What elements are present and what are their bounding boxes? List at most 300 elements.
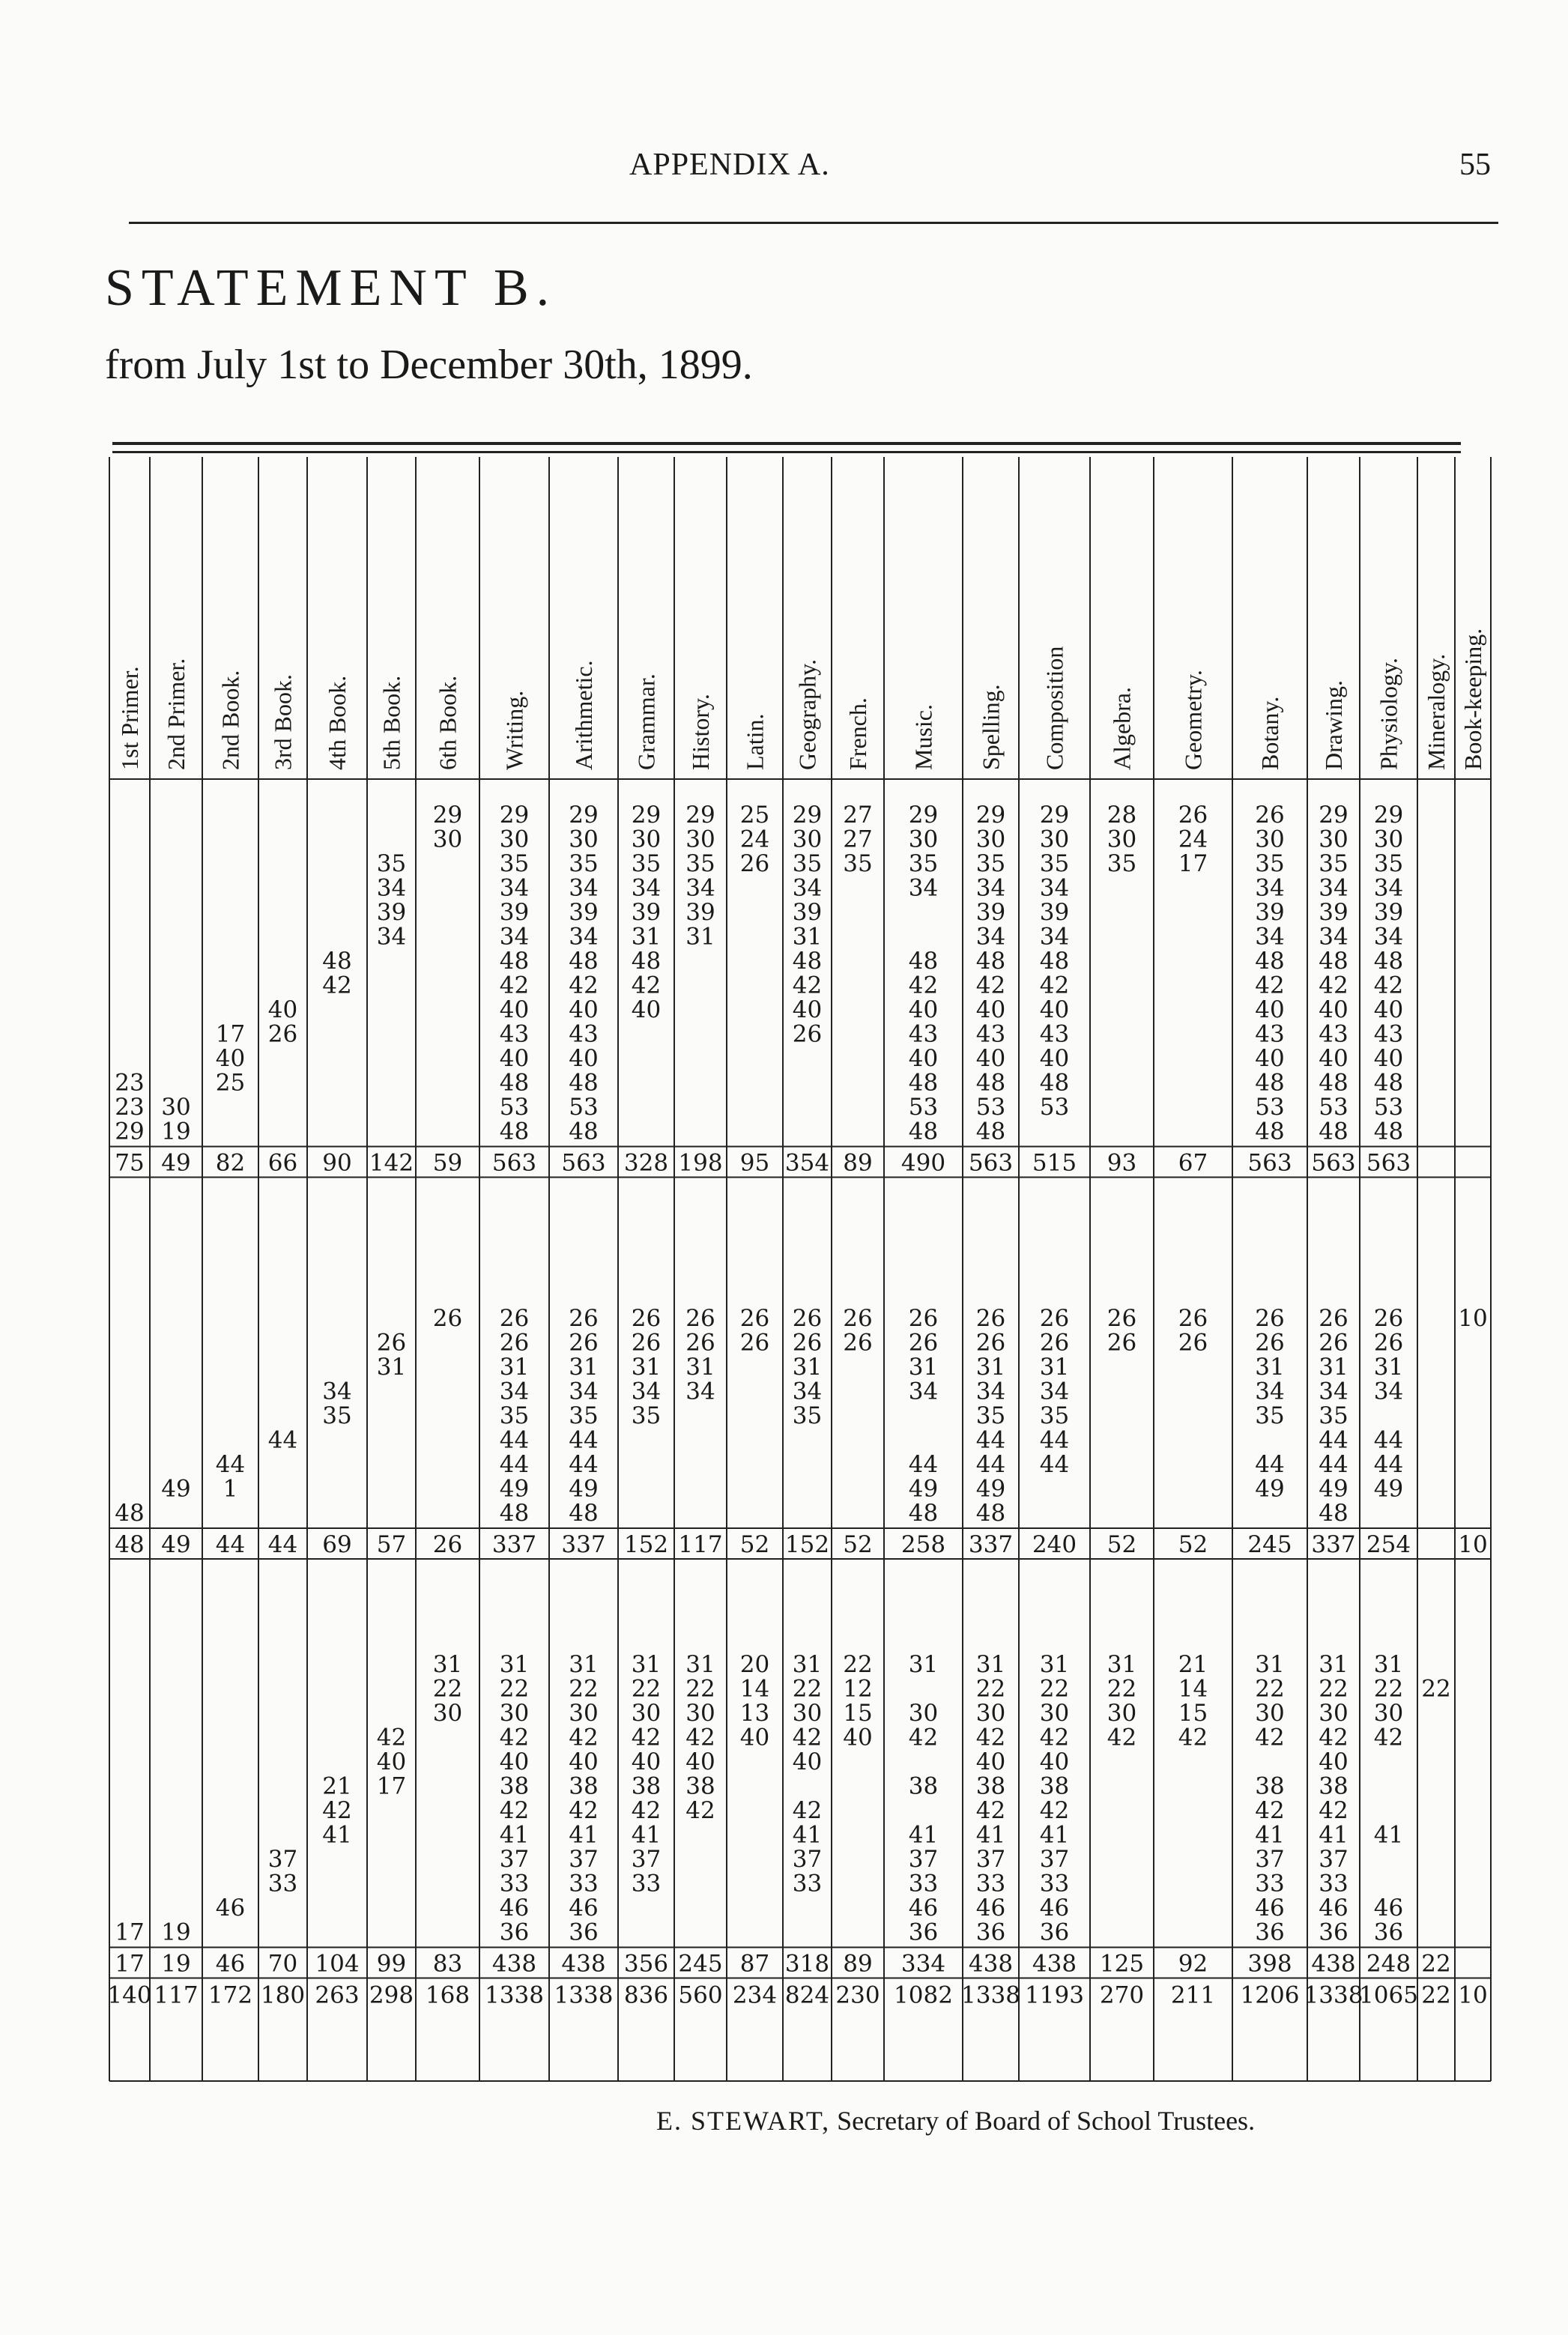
table-cell: 30 bbox=[685, 826, 715, 853]
table-cell: 42 bbox=[685, 1724, 715, 1751]
table-cell: 42 bbox=[322, 972, 352, 999]
table-cell: 35 bbox=[908, 850, 939, 877]
table-cell: 49 bbox=[1373, 1475, 1404, 1503]
column-header: 2nd Book. bbox=[217, 670, 244, 770]
table-cell: 26 bbox=[1178, 802, 1208, 829]
table-cell: 31 bbox=[1255, 1651, 1285, 1678]
table-cell: 34 bbox=[499, 874, 530, 902]
table-cell: 13 bbox=[739, 1700, 770, 1727]
table-cell: 41 bbox=[975, 1821, 1006, 1849]
table-cell: 30 bbox=[1255, 826, 1285, 853]
grand-total-cell: 234 bbox=[732, 1981, 778, 2009]
table-cell: 39 bbox=[1039, 899, 1070, 926]
table-cell: 36 bbox=[499, 1918, 530, 1946]
column-header: History. bbox=[687, 694, 714, 770]
subtotal-cell: 104 bbox=[315, 1950, 360, 1978]
table-cell: 22 bbox=[685, 1675, 715, 1703]
table-cell: 31 bbox=[1373, 1354, 1404, 1381]
table-cell: 29 bbox=[975, 802, 1006, 829]
subtotal-cell: 26 bbox=[432, 1531, 463, 1558]
subtotal-cell: 337 bbox=[561, 1531, 606, 1558]
table-cell: 41 bbox=[1039, 1821, 1070, 1849]
table-cell: 38 bbox=[685, 1772, 715, 1800]
table-cell: 26 bbox=[1373, 1305, 1404, 1332]
grand-total-cell: 1193 bbox=[1025, 1981, 1084, 2009]
subtotal-cell: 152 bbox=[623, 1531, 669, 1558]
table-cell: 22 bbox=[499, 1675, 530, 1703]
table-cell: 49 bbox=[499, 1475, 530, 1503]
table-cell: 34 bbox=[1373, 923, 1404, 951]
table-cell: 42 bbox=[908, 1724, 939, 1751]
table-cell: 30 bbox=[432, 1700, 463, 1727]
table-cell: 48 bbox=[499, 1500, 530, 1527]
table-cell: 40 bbox=[792, 1748, 823, 1775]
table-cell: 53 bbox=[569, 1094, 599, 1121]
table-cell: 41 bbox=[1319, 1821, 1348, 1849]
subtotal-cell: 89 bbox=[843, 1950, 873, 1978]
table-cell: 26 bbox=[1107, 1329, 1137, 1357]
subtotal-cell: 99 bbox=[376, 1950, 407, 1978]
table-cell: 49 bbox=[569, 1475, 599, 1503]
table-cell: 35 bbox=[685, 850, 715, 877]
subtotal-cell: 198 bbox=[678, 1149, 723, 1177]
table-cell: 34 bbox=[908, 874, 939, 902]
table-cell: 42 bbox=[1178, 1724, 1208, 1751]
table-cell: 31 bbox=[792, 923, 823, 951]
table-cell: 33 bbox=[792, 1870, 823, 1898]
table-cell: 35 bbox=[1039, 1402, 1070, 1429]
subtotal-cell: 245 bbox=[1247, 1531, 1292, 1558]
table-cell: 48 bbox=[908, 1500, 939, 1527]
table-cell: 22 bbox=[1319, 1675, 1348, 1703]
subtotal-cell: 49 bbox=[161, 1149, 191, 1177]
table-cell: 42 bbox=[499, 1797, 530, 1824]
grand-total-cell: 10 bbox=[1458, 1981, 1488, 2009]
table-cell: 23 bbox=[115, 1069, 145, 1097]
table-cell: 24 bbox=[739, 826, 770, 853]
table-cell: 35 bbox=[499, 850, 530, 877]
table-cell: 26 bbox=[843, 1305, 873, 1332]
subtotal-cell: 52 bbox=[1107, 1531, 1137, 1558]
table-cell: 37 bbox=[631, 1846, 662, 1873]
table-cell: 34 bbox=[376, 874, 407, 902]
table-cell: 42 bbox=[631, 1724, 662, 1751]
table-cell: 42 bbox=[499, 972, 530, 999]
table-cell: 40 bbox=[843, 1724, 873, 1751]
table-cell: 29 bbox=[499, 802, 530, 829]
table-cell: 14 bbox=[739, 1675, 770, 1703]
table-cell: 35 bbox=[1107, 850, 1137, 877]
table-cell: 30 bbox=[975, 826, 1006, 853]
table-cell: 48 bbox=[1319, 948, 1348, 975]
table-cell: 46 bbox=[215, 1895, 246, 1921]
subtotal-cell: 438 bbox=[561, 1950, 606, 1978]
table-cell: 43 bbox=[1039, 1020, 1070, 1048]
table-cell: 31 bbox=[631, 1651, 662, 1678]
table-cell: 30 bbox=[792, 1700, 823, 1727]
table-cell: 35 bbox=[843, 850, 873, 877]
table-cell: 48 bbox=[1255, 1069, 1285, 1097]
table-cell: 35 bbox=[1319, 1402, 1348, 1429]
table-cell: 44 bbox=[1039, 1426, 1070, 1454]
table-cell: 31 bbox=[908, 1651, 939, 1678]
table-cell: 37 bbox=[569, 1846, 599, 1873]
header-rule bbox=[129, 222, 1498, 224]
table-cell: 41 bbox=[569, 1821, 599, 1849]
table-cell: 41 bbox=[322, 1821, 352, 1849]
table-cell: 35 bbox=[569, 1402, 599, 1429]
column-header: Mineralogy. bbox=[1423, 653, 1450, 770]
table-cell: 40 bbox=[631, 1748, 662, 1775]
grand-total-cell: 230 bbox=[835, 1981, 880, 2009]
table-cell: 26 bbox=[908, 1305, 939, 1332]
table-cell: 35 bbox=[1039, 850, 1070, 877]
table-cell: 38 bbox=[631, 1772, 662, 1800]
table-cell: 29 bbox=[1039, 802, 1070, 829]
table-cell: 42 bbox=[975, 972, 1006, 999]
table-cell: 30 bbox=[1319, 1700, 1348, 1727]
subtotal-cell: 337 bbox=[1311, 1531, 1356, 1558]
table-cell: 48 bbox=[1373, 948, 1404, 975]
column-header: Spelling. bbox=[977, 684, 1005, 770]
table-cell: 48 bbox=[115, 1500, 145, 1527]
table-cell: 30 bbox=[1107, 1700, 1137, 1727]
page-number: 55 bbox=[1459, 148, 1491, 182]
subtotal-cell: 563 bbox=[968, 1149, 1014, 1177]
table-cell: 28 bbox=[1107, 802, 1137, 829]
subtotal-cell: 17 bbox=[115, 1950, 145, 1978]
table-cell: 39 bbox=[499, 899, 530, 926]
table-cell: 26 bbox=[432, 1305, 463, 1332]
subtotal-cell: 438 bbox=[968, 1950, 1014, 1978]
table-cell: 42 bbox=[1255, 1797, 1285, 1824]
table-cell: 22 bbox=[1107, 1675, 1137, 1703]
table-cell: 46 bbox=[499, 1895, 530, 1921]
table-cell: 34 bbox=[908, 1378, 939, 1405]
table-cell: 40 bbox=[215, 1045, 246, 1072]
table-cell: 43 bbox=[1255, 1020, 1285, 1048]
column-header: Geography. bbox=[793, 658, 821, 770]
table-top-rule-2 bbox=[112, 451, 1461, 453]
table-cell: 53 bbox=[1039, 1094, 1070, 1121]
table-cell: 26 bbox=[1039, 1305, 1070, 1332]
table-cell: 48 bbox=[908, 1069, 939, 1097]
subtotal-cell: 563 bbox=[1311, 1149, 1356, 1177]
table-cell: 41 bbox=[631, 1821, 662, 1849]
table-cell: 34 bbox=[1319, 923, 1348, 951]
table-cell: 31 bbox=[975, 1651, 1006, 1678]
grand-total-cell: 1206 bbox=[1240, 1981, 1300, 2009]
table-cell: 40 bbox=[975, 1748, 1006, 1775]
subtotal-cell: 52 bbox=[1178, 1531, 1208, 1558]
table-cell: 42 bbox=[499, 1724, 530, 1751]
table-cell: 33 bbox=[1319, 1870, 1348, 1898]
table-cell: 31 bbox=[1255, 1354, 1285, 1381]
table-cell: 42 bbox=[1039, 1797, 1070, 1824]
subtotal-cell: 240 bbox=[1032, 1531, 1077, 1558]
table-cell: 42 bbox=[1039, 972, 1070, 999]
table-cell: 21 bbox=[322, 1772, 352, 1800]
table-cell: 42 bbox=[1319, 1724, 1348, 1751]
subtotal-cell: 438 bbox=[1311, 1950, 1356, 1978]
table-cell: 22 bbox=[432, 1675, 463, 1703]
table-cell: 29 bbox=[569, 802, 599, 829]
table-cell: 26 bbox=[1319, 1305, 1348, 1332]
table-cell: 34 bbox=[322, 1378, 352, 1405]
table-cell: 40 bbox=[1255, 1045, 1285, 1072]
table-cell: 41 bbox=[792, 1821, 823, 1849]
table-cell: 40 bbox=[499, 1045, 530, 1072]
table-cell: 44 bbox=[1039, 1451, 1070, 1478]
table-cell: 49 bbox=[975, 1475, 1006, 1503]
grand-total-cell: 172 bbox=[208, 1981, 253, 2009]
grand-total-cell: 140 bbox=[107, 1981, 152, 2009]
table-cell: 26 bbox=[631, 1305, 662, 1332]
table-cell: 31 bbox=[569, 1651, 599, 1678]
subtotal-cell: 66 bbox=[267, 1149, 298, 1177]
table-cell: 33 bbox=[1039, 1870, 1070, 1898]
subtotal-cell: 22 bbox=[1421, 1950, 1451, 1978]
table-cell: 48 bbox=[569, 948, 599, 975]
table-cell: 40 bbox=[376, 1748, 407, 1775]
table-cell: 46 bbox=[1039, 1895, 1070, 1921]
table-cell: 53 bbox=[499, 1094, 530, 1121]
table-cell: 26 bbox=[499, 1305, 530, 1332]
table-cell: 35 bbox=[792, 1402, 823, 1429]
table-cell: 33 bbox=[499, 1870, 530, 1898]
table-cell: 22 bbox=[1255, 1675, 1285, 1703]
table-cell: 48 bbox=[975, 948, 1006, 975]
table-cell: 40 bbox=[1039, 1045, 1070, 1072]
table-cell: 49 bbox=[1319, 1475, 1348, 1503]
subtotal-cell: 318 bbox=[784, 1950, 830, 1978]
table-cell: 48 bbox=[631, 948, 662, 975]
table-cell: 48 bbox=[1373, 1069, 1404, 1097]
table-cell: 30 bbox=[161, 1094, 191, 1121]
subtotal-cell: 10 bbox=[1458, 1531, 1488, 1558]
table-cell: 39 bbox=[569, 899, 599, 926]
table-cell: 30 bbox=[569, 826, 599, 853]
column-header: 6th Book. bbox=[434, 675, 461, 770]
table-cell: 53 bbox=[975, 1094, 1006, 1121]
table-cell: 17 bbox=[215, 1020, 246, 1048]
table-cell: 31 bbox=[1039, 1354, 1070, 1381]
table-cell: 35 bbox=[499, 1402, 530, 1429]
table-cell: 34 bbox=[1373, 1378, 1404, 1405]
table-cell: 53 bbox=[908, 1094, 939, 1121]
table-cell: 53 bbox=[1255, 1094, 1285, 1121]
subtotal-cell: 438 bbox=[1032, 1950, 1077, 1978]
table-cell: 34 bbox=[685, 874, 715, 902]
table-cell: 40 bbox=[739, 1724, 770, 1751]
table-cell: 44 bbox=[975, 1426, 1006, 1454]
table-cell: 43 bbox=[499, 1020, 530, 1048]
table-cell: 26 bbox=[1319, 1329, 1348, 1357]
table-cell: 23 bbox=[115, 1094, 145, 1121]
table-cell: 40 bbox=[685, 1748, 715, 1775]
table-cell: 26 bbox=[685, 1329, 715, 1357]
column-header: 4th Book. bbox=[324, 675, 351, 770]
table-cell: 30 bbox=[499, 1700, 530, 1727]
table-cell: 26 bbox=[908, 1329, 939, 1357]
table-cell: 26 bbox=[1373, 1329, 1404, 1357]
table-cell: 34 bbox=[1039, 923, 1070, 951]
grand-total-cell: 824 bbox=[784, 1981, 830, 2009]
table-cell: 30 bbox=[631, 1700, 662, 1727]
grand-total-cell: 560 bbox=[678, 1981, 723, 2009]
table-cell: 48 bbox=[1373, 1118, 1404, 1145]
table-cell: 30 bbox=[975, 1700, 1006, 1727]
statement-subtitle: from July 1st to December 30th, 1899. bbox=[105, 342, 753, 388]
table-cell: 29 bbox=[1319, 802, 1348, 829]
table-cell: 22 bbox=[843, 1651, 873, 1678]
grand-total-cell: 180 bbox=[260, 1981, 306, 2009]
table-cell: 14 bbox=[1178, 1675, 1208, 1703]
table-cell: 22 bbox=[792, 1675, 823, 1703]
table-cell: 26 bbox=[1255, 802, 1285, 829]
table-cell: 33 bbox=[569, 1870, 599, 1898]
table-cell: 40 bbox=[499, 1748, 530, 1775]
table-cell: 36 bbox=[975, 1918, 1006, 1946]
table-cell: 35 bbox=[975, 850, 1006, 877]
table-cell: 42 bbox=[569, 1724, 599, 1751]
table-cell: 30 bbox=[499, 826, 530, 853]
table-cell: 34 bbox=[1319, 874, 1348, 902]
grand-total-cell: 1082 bbox=[894, 1981, 953, 2009]
table-cell: 33 bbox=[975, 1870, 1006, 1898]
table-cell: 34 bbox=[631, 874, 662, 902]
table-cell: 42 bbox=[1319, 1797, 1348, 1824]
table-cell: 34 bbox=[975, 874, 1006, 902]
table-cell: 42 bbox=[631, 972, 662, 999]
subtotal-cell: 59 bbox=[432, 1149, 463, 1177]
table-cell: 26 bbox=[569, 1329, 599, 1357]
table-cell: 30 bbox=[569, 1700, 599, 1727]
table-cell: 48 bbox=[975, 1069, 1006, 1097]
table-cell: 34 bbox=[1319, 1378, 1348, 1405]
subtotal-cell: 67 bbox=[1178, 1149, 1208, 1177]
table-cell: 42 bbox=[322, 1797, 352, 1824]
table-cell: 48 bbox=[1319, 1118, 1348, 1145]
table-cell: 35 bbox=[1373, 850, 1404, 877]
column-header: Grammar. bbox=[632, 673, 660, 770]
table-cell: 20 bbox=[739, 1651, 770, 1678]
table-cell: 26 bbox=[792, 1329, 823, 1357]
table-cell: 40 bbox=[1039, 996, 1070, 1023]
table-cell: 34 bbox=[499, 1378, 530, 1405]
table-cell: 48 bbox=[1255, 1118, 1285, 1145]
table-cell: 48 bbox=[569, 1500, 599, 1527]
table-cell: 40 bbox=[1255, 996, 1285, 1023]
table-cell: 44 bbox=[975, 1451, 1006, 1478]
table-cell: 36 bbox=[569, 1918, 599, 1946]
table-cell: 44 bbox=[1319, 1426, 1348, 1454]
grand-total-cell: 1065 bbox=[1359, 1981, 1418, 2009]
column-header: French. bbox=[844, 697, 871, 770]
table-cell: 44 bbox=[499, 1451, 530, 1478]
table-cell: 44 bbox=[569, 1451, 599, 1478]
table-cell: 44 bbox=[267, 1426, 298, 1454]
table-cell: 44 bbox=[569, 1426, 599, 1454]
table-cell: 1 bbox=[223, 1475, 238, 1503]
table-cell: 26 bbox=[975, 1305, 1006, 1332]
subtotal-cell: 354 bbox=[784, 1149, 830, 1177]
subtotal-cell: 337 bbox=[968, 1531, 1014, 1558]
table-cell: 46 bbox=[1319, 1895, 1348, 1921]
table-cell: 29 bbox=[432, 802, 463, 829]
table-cell: 48 bbox=[1319, 1069, 1348, 1097]
subtotal-cell: 152 bbox=[784, 1531, 830, 1558]
table-cell: 30 bbox=[908, 1700, 939, 1727]
table-cell: 40 bbox=[1039, 1748, 1070, 1775]
table-cell: 42 bbox=[975, 1797, 1006, 1824]
table-cell: 48 bbox=[322, 948, 352, 975]
table-cell: 36 bbox=[1373, 1918, 1404, 1946]
table-cell: 15 bbox=[1178, 1700, 1208, 1727]
subtotal-cell: 490 bbox=[900, 1149, 946, 1177]
table-cell: 53 bbox=[1373, 1094, 1404, 1121]
table-cell: 26 bbox=[685, 1305, 715, 1332]
table-cell: 38 bbox=[499, 1772, 530, 1800]
table-cell: 48 bbox=[1255, 948, 1285, 975]
table-cell: 36 bbox=[1319, 1918, 1348, 1946]
table-cell: 26 bbox=[569, 1305, 599, 1332]
subtotal-cell: 95 bbox=[739, 1149, 770, 1177]
table-cell: 31 bbox=[1373, 1651, 1404, 1678]
table-cell: 49 bbox=[161, 1475, 191, 1503]
table-cell: 39 bbox=[1255, 899, 1285, 926]
table-cell: 17 bbox=[115, 1918, 145, 1946]
table-cell: 31 bbox=[685, 1651, 715, 1678]
table-cell: 53 bbox=[1319, 1094, 1348, 1121]
table-cell: 34 bbox=[499, 923, 530, 951]
subtotal-cell: 48 bbox=[115, 1531, 145, 1558]
table-cell: 44 bbox=[215, 1451, 246, 1478]
subtotal-cell: 52 bbox=[739, 1531, 770, 1558]
table-cell: 43 bbox=[975, 1020, 1006, 1048]
table-cell: 41 bbox=[1255, 1821, 1285, 1849]
table-cell: 29 bbox=[1373, 802, 1404, 829]
table-cell: 12 bbox=[843, 1675, 873, 1703]
table-cell: 31 bbox=[499, 1651, 530, 1678]
table-cell: 27 bbox=[843, 826, 873, 853]
table-cell: 34 bbox=[631, 1378, 662, 1405]
table-cell: 40 bbox=[267, 996, 298, 1023]
table-cell: 31 bbox=[1319, 1651, 1348, 1678]
table-cell: 35 bbox=[631, 850, 662, 877]
table-cell: 46 bbox=[1255, 1895, 1285, 1921]
table-cell: 48 bbox=[1319, 1500, 1348, 1527]
subtotal-cell: 248 bbox=[1366, 1950, 1411, 1978]
column-header: 2nd Primer. bbox=[163, 658, 190, 770]
grand-total-cell: 1338 bbox=[1304, 1981, 1363, 2009]
table-cell: 31 bbox=[975, 1354, 1006, 1381]
table-cell: 34 bbox=[1255, 1378, 1285, 1405]
table-cell: 38 bbox=[1255, 1772, 1285, 1800]
column-header: 1st Primer. bbox=[116, 666, 143, 770]
table-cell: 34 bbox=[376, 923, 407, 951]
table-cell: 30 bbox=[908, 826, 939, 853]
table-cell: 43 bbox=[1373, 1020, 1404, 1048]
table-cell: 40 bbox=[1373, 996, 1404, 1023]
table-cell: 26 bbox=[631, 1329, 662, 1357]
table-cell: 36 bbox=[1039, 1918, 1070, 1946]
subtotal-cell: 328 bbox=[623, 1149, 669, 1177]
table-cell: 29 bbox=[685, 802, 715, 829]
table-cell: 48 bbox=[1039, 948, 1070, 975]
table-cell: 39 bbox=[792, 899, 823, 926]
table-cell: 31 bbox=[908, 1354, 939, 1381]
